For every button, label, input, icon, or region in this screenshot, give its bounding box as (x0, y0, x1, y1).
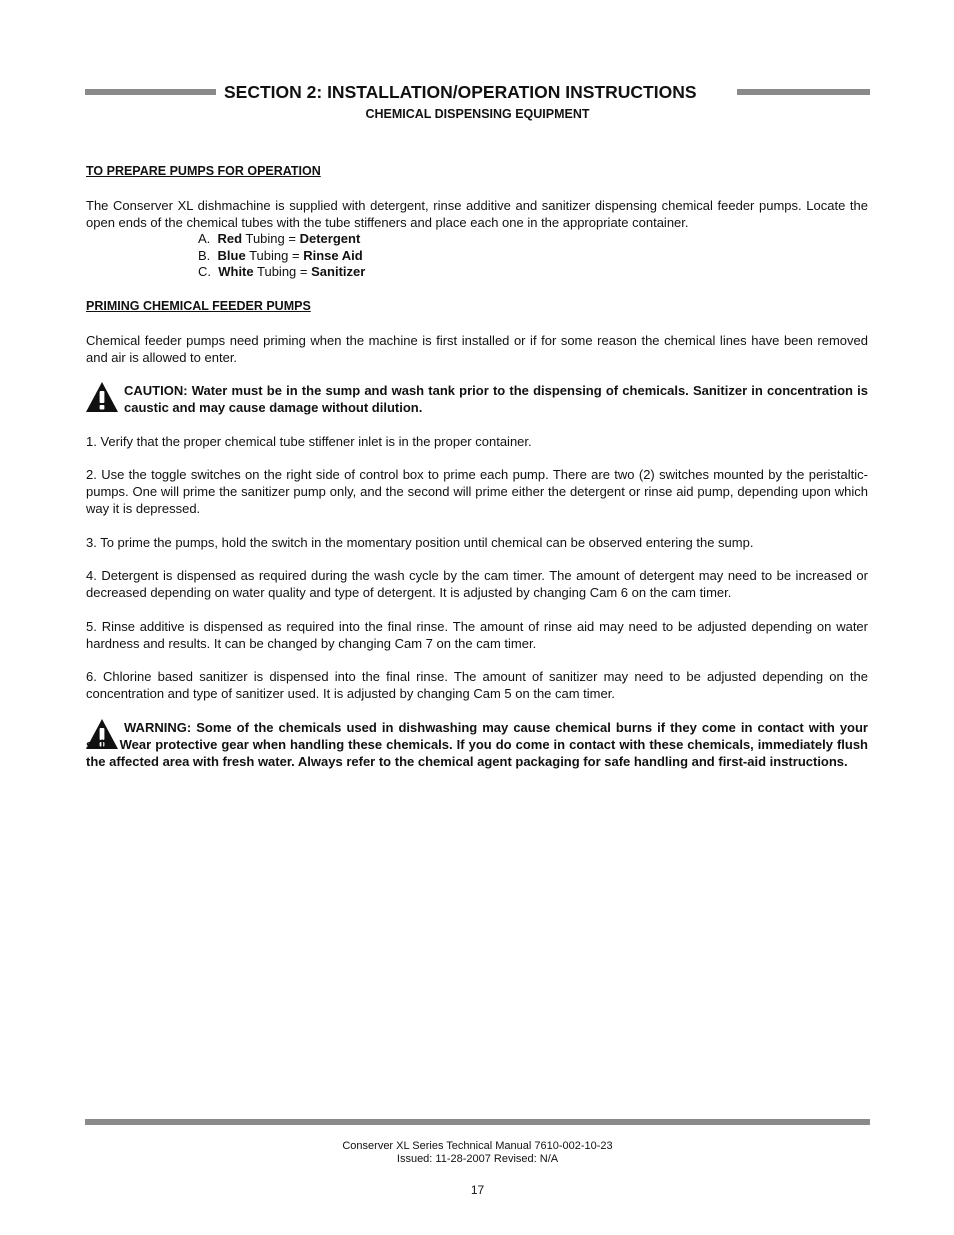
step-3: 3. To prime the pumps, hold the switch in the momentary position until chemical can be observed entering the sump. (86, 535, 754, 550)
item-tubing: Tubing = (249, 247, 300, 263)
caution-text: CAUTION: Water must be in the sump and wash tank prior to the dispensing of chemicals. Sanitizer in concentration is caustic and may cause damage without dilution. (124, 383, 868, 415)
step-5: 5. Rinse additive is dispensed as required into the final rinse. The amount of rinse aid may need to be adjusted depending on water hardness and results. It can be changed by changing Cam 7 on the cam timer. (86, 619, 868, 651)
item-tubing: Tubing = (245, 231, 296, 246)
prepare-body: The Conserver XL dishmachine is supplied with detergent, rinse additive and sanitizer dispensing chemical feeder pumps. Locate the open ends of the chemical tubes with the tube stiffeners and place each one in the appropriate container. (86, 198, 868, 230)
list-item (198, 231, 365, 248)
item-color: Blue (217, 247, 246, 263)
item-chemical: Sanitizer (311, 264, 366, 279)
section-title: SECTION 2: INSTALLATION/OPERATION INSTRUCTIONS (224, 82, 697, 102)
step-6: 6. Chlorine based sanitizer is dispensed into the final rinse. The amount of sanitizer may need to be adjusted depending on the concentration and type of sanitizer used. It is adjusted by changing Cam 5 on the cam timer. (86, 669, 868, 701)
item-color: Red (217, 231, 243, 246)
item-letter: C. (198, 264, 211, 279)
step-2: 2. Use the toggle switches on the right side of control box to prime each pump. There are two (2) switches mounted by the peristaltic-pumps. One will prime the sanitizer pump only, and the second will prime either the detergent or rinse aid pump, depending upon which way it is depressed. (86, 467, 868, 516)
warning-text (86, 719, 868, 770)
page-number: 17 (470, 1183, 485, 1197)
step-1: 1. Verify that the proper chemical tube stiffener inlet is in the proper container. (86, 434, 532, 449)
header-rule-right (737, 89, 870, 95)
header-rule-left (85, 89, 216, 95)
step-4: 4. Detergent is dispensed as required during the wash cycle by the cam timer. The amount of detergent may need to be increased or decreased depending on water quality and type of detergent. It is adjusted by changing Cam 6 on the cam timer. (86, 568, 868, 600)
warning-triangle-icon (85, 381, 119, 413)
list-item (198, 248, 365, 265)
section-subtitle: CHEMICAL DISPENSING EQUIPMENT (365, 107, 590, 121)
item-tubing: Tubing = (257, 264, 308, 279)
priming-body: Chemical feeder pumps need priming when the machine is first installed or if for some reason the chemical lines have been removed and air is allowed to enter. (86, 333, 868, 365)
footer-manual: Conserver XL Series Technical Manual 7610-002-10-23 (342, 1140, 613, 1152)
list-item (198, 264, 365, 281)
item-letter: A. (198, 231, 211, 246)
footer-issued: Issued: 11-28-2007 Revised: N/A (396, 1153, 559, 1165)
warning-text-content: WARNING: Some of the chemicals used in dishwashing may cause chemical burns if they come in contact with your skin. Wear protective gear when handling these chemicals. If you do come in contact with these chemicals, immediately flush the affected area with fresh water. Always refer to the chemical agent packaging for safe handling and first-aid instructions. (86, 720, 868, 769)
item-chemical: Rinse Aid (303, 247, 363, 263)
item-chemical: Detergent (299, 231, 361, 246)
prepare-heading: TO PREPARE PUMPS FOR OPERATION (86, 164, 321, 178)
item-letter: B. (198, 247, 211, 263)
footer-rule (85, 1119, 870, 1125)
tubing-list (198, 231, 365, 281)
priming-heading: PRIMING CHEMICAL FEEDER PUMPS (86, 299, 311, 313)
item-color: White (218, 264, 254, 279)
